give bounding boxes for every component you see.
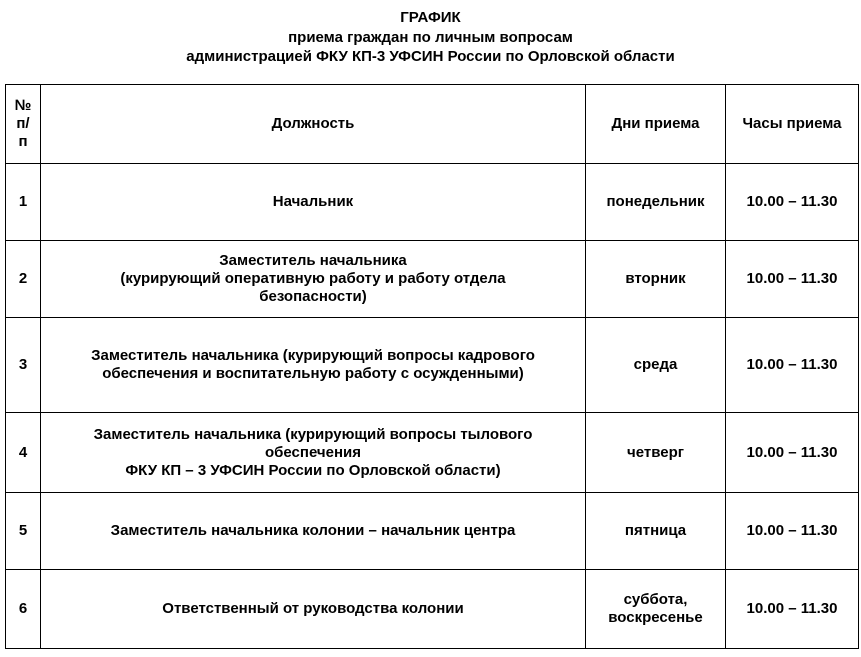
row-number: 1 [6,164,41,241]
row-position: Ответственный от руководства колонии [41,570,586,649]
row-number: 6 [6,570,41,649]
row-position: Заместитель начальника (курирующий вопросы тылового обеспечения ФКУ КП – 3 УФСИН России по Орловской области) [41,413,586,493]
document-subtitle: приема граждан по личным вопросам [288,29,573,46]
row-days: вторник [586,241,726,318]
row-hours: 10.00 – 11.30 [726,164,859,241]
table-row [6,570,859,649]
document-header [0,8,861,66]
row-hours: 10.00 – 11.30 [726,570,859,649]
row-position: Начальник [41,164,586,241]
row-hours: 10.00 – 11.30 [726,241,859,318]
row-days: суббота, воскресенье [586,570,726,649]
row-number: 2 [6,241,41,318]
row-position: Заместитель начальника (курирующий оперативную работу и работу отдела безопасности) [41,241,586,318]
header-number: № п/п [6,85,41,164]
table-row [6,493,859,570]
table-row [6,318,859,413]
header-days: Дни приема [586,85,726,164]
header-position: Должность [41,85,586,164]
table-row [6,413,859,493]
row-days: четверг [586,413,726,493]
row-number: 5 [6,493,41,570]
row-hours: 10.00 – 11.30 [726,493,859,570]
row-hours: 10.00 – 11.30 [726,413,859,493]
row-position: Заместитель начальника (курирующий вопросы кадрового обеспечения и воспитательную работу с осужденными) [41,318,586,413]
row-number: 3 [6,318,41,413]
document-organization: администрацией ФКУ КП-3 УФСИН России по Орловской области [186,48,675,65]
row-position: Заместитель начальника колонии – начальник центра [41,493,586,570]
row-hours: 10.00 – 11.30 [726,318,859,413]
document-title: ГРАФИК [400,9,461,26]
header-hours: Часы приема [726,85,859,164]
table-row [6,241,859,318]
reception-schedule-table [5,84,859,649]
table-header-row [6,85,859,164]
table-row [6,164,859,241]
row-number: 4 [6,413,41,493]
row-days: понедельник [586,164,726,241]
row-days: пятница [586,493,726,570]
row-days: среда [586,318,726,413]
